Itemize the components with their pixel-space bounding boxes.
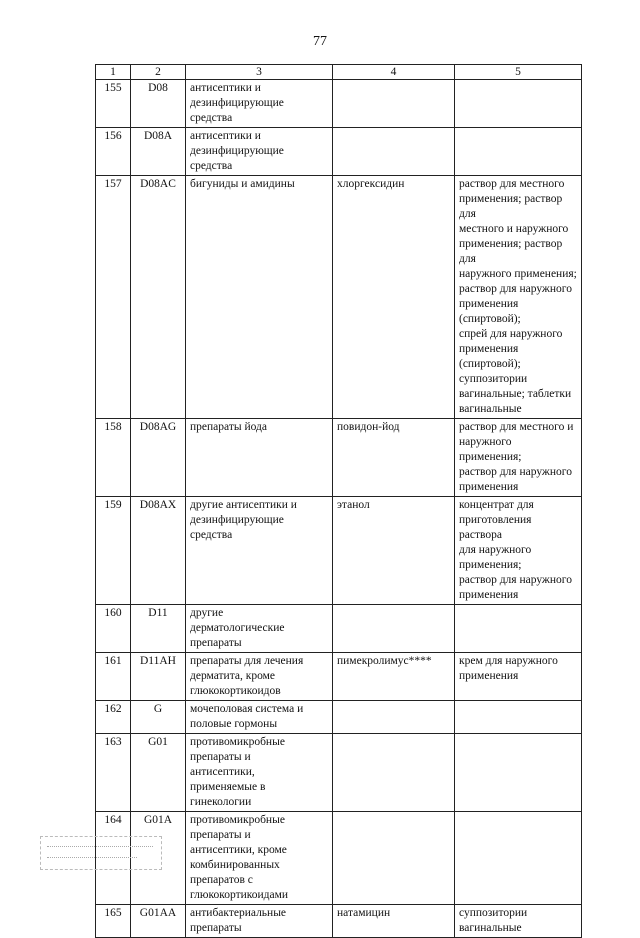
drug-classification-table <box>95 64 582 938</box>
column-header: 4 <box>333 65 455 80</box>
drug-name: натамицин <box>333 905 455 938</box>
atc-code: G01 <box>131 734 186 812</box>
row-number: 161 <box>96 653 131 701</box>
dosage-forms: раствор для местного применения; раствор для местного и наружного применения; раствор для наружного применения; раствор для наружного применения (спиртовой); спрей для наружного применения (спиртовой); суппозитории вагинальные; таблетки вагинальные <box>455 176 582 419</box>
atc-code: D08 <box>131 80 186 128</box>
dosage-forms: раствор для местного и наружного применения; раствор для наружного применения <box>455 419 582 497</box>
row-number: 160 <box>96 605 131 653</box>
group-name: другие антисептики и дезинфицирующие средства <box>186 497 333 605</box>
dosage-forms <box>455 128 582 176</box>
column-header: 5 <box>455 65 582 80</box>
row-number: 165 <box>96 905 131 938</box>
atc-code: D08A <box>131 128 186 176</box>
drug-name <box>333 80 455 128</box>
drug-name <box>333 128 455 176</box>
group-name: антисептики и дезинфицирующие средства <box>186 128 333 176</box>
dosage-forms <box>455 812 582 905</box>
drug-name: повидон-йод <box>333 419 455 497</box>
group-name: препараты для лечения дерматита, кроме глюкокортикоидов <box>186 653 333 701</box>
column-header: 1 <box>96 65 131 80</box>
header-row <box>96 65 582 80</box>
drug-name <box>333 812 455 905</box>
table-row <box>96 80 582 128</box>
table-row <box>96 653 582 701</box>
drug-name: этанол <box>333 497 455 605</box>
dosage-forms: крем для наружного применения <box>455 653 582 701</box>
page-number: 77 <box>313 34 327 49</box>
table-row <box>96 419 582 497</box>
atc-code: D08AC <box>131 176 186 419</box>
table-row <box>96 701 582 734</box>
group-name: бигуниды и амидины <box>186 176 333 419</box>
drug-name: хлоргексидин <box>333 176 455 419</box>
table-body <box>96 80 582 938</box>
column-header: 3 <box>186 65 333 80</box>
atc-code: D11 <box>131 605 186 653</box>
atc-code: G01AA <box>131 905 186 938</box>
row-number: 158 <box>96 419 131 497</box>
atc-code: G01A <box>131 812 186 905</box>
drug-name <box>333 701 455 734</box>
atc-code: G <box>131 701 186 734</box>
drug-name <box>333 734 455 812</box>
row-number: 162 <box>96 701 131 734</box>
dosage-forms <box>455 701 582 734</box>
row-number: 156 <box>96 128 131 176</box>
group-name: антибактериальные препараты <box>186 905 333 938</box>
table-row <box>96 905 582 938</box>
table-row <box>96 734 582 812</box>
row-number: 163 <box>96 734 131 812</box>
table-header <box>96 65 582 80</box>
group-name: другие дерматологические препараты <box>186 605 333 653</box>
atc-code: D08AG <box>131 419 186 497</box>
table-row <box>96 128 582 176</box>
row-number: 155 <box>96 80 131 128</box>
atc-code: D08AX <box>131 497 186 605</box>
group-name: противомикробные препараты и антисептики, применяемые в гинекологии <box>186 734 333 812</box>
atc-code: D11AH <box>131 653 186 701</box>
faint-stamp <box>40 836 162 870</box>
table-row <box>96 497 582 605</box>
dosage-forms: суппозитории вагинальные <box>455 905 582 938</box>
dosage-forms <box>455 605 582 653</box>
drug-name <box>333 605 455 653</box>
dosage-forms <box>455 80 582 128</box>
column-header: 2 <box>131 65 186 80</box>
table-row <box>96 812 582 905</box>
dosage-forms <box>455 734 582 812</box>
group-name: противомикробные препараты и антисептики, кроме комбинированных препаратов с глюкокортикоидами <box>186 812 333 905</box>
table-row <box>96 605 582 653</box>
group-name: препараты йода <box>186 419 333 497</box>
table-row <box>96 176 582 419</box>
group-name: антисептики и дезинфицирующие средства <box>186 80 333 128</box>
row-number: 157 <box>96 176 131 419</box>
row-number: 159 <box>96 497 131 605</box>
row-number: 164 <box>96 812 131 905</box>
drug-name: пимекролимус**** <box>333 653 455 701</box>
dosage-forms: концентрат для приготовления раствора для наружного применения; раствор для наружного применения <box>455 497 582 605</box>
group-name: мочеполовая система и половые гормоны <box>186 701 333 734</box>
